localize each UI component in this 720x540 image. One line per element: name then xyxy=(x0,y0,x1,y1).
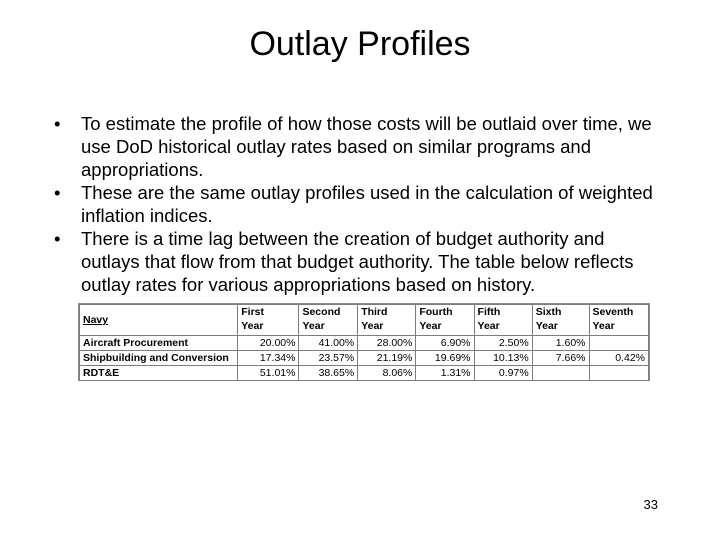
table-cell xyxy=(589,366,649,381)
table-header-row xyxy=(80,305,649,336)
table-cell: 0.97% xyxy=(474,366,532,381)
table-cell: 1.60% xyxy=(532,336,589,351)
slide-title: Outlay Profiles xyxy=(249,25,471,63)
table-cell: 38.65% xyxy=(299,366,358,381)
table-cell: 20.00% xyxy=(238,336,299,351)
table-cell xyxy=(532,366,589,381)
table-cell: 10.13% xyxy=(474,351,532,366)
bullet-item xyxy=(54,181,664,227)
row-label: Shipbuilding and Conversion xyxy=(80,351,238,366)
column-header: Fourth Year xyxy=(416,305,474,336)
table-corner-label: Navy xyxy=(80,305,238,336)
table-cell: 28.00% xyxy=(358,336,416,351)
row-label: RDT&E xyxy=(80,366,238,381)
table-cell: 19.69% xyxy=(416,351,474,366)
table-cell: 2.50% xyxy=(474,336,532,351)
page-number: 33 xyxy=(643,497,658,512)
table-row xyxy=(80,351,649,366)
column-header: Second Year xyxy=(299,305,358,336)
table-cell xyxy=(589,336,649,351)
bullet-icon: • xyxy=(54,113,61,134)
bullet-text: These are the same outlay profiles used in the calculation of weighted inflation indices. xyxy=(81,182,653,226)
bullet-text: There is a time lag between the creation of budget authority and outlays that flow from that budget authority. The table below reflects outlay rates for various appropriations based on history. xyxy=(81,228,634,295)
outlay-rates-table xyxy=(79,304,649,381)
column-header: First Year xyxy=(238,305,299,336)
bullet-text: To estimate the profile of how those costs will be outlaid over time, we use DoD historical outlay rates based on similar programs and appropriations. xyxy=(81,113,652,180)
table-cell: 8.06% xyxy=(358,366,416,381)
table-cell: 41.00% xyxy=(299,336,358,351)
table-cell: 6.90% xyxy=(416,336,474,351)
table-row xyxy=(80,336,649,351)
table-cell: 1.31% xyxy=(416,366,474,381)
table-cell: 23.57% xyxy=(299,351,358,366)
column-header: Seventh Year xyxy=(589,305,649,336)
bullet-list xyxy=(54,112,664,296)
outlay-table-container xyxy=(78,303,650,381)
bullet-item xyxy=(54,112,664,181)
table-cell: 0.42% xyxy=(589,351,649,366)
table-cell: 21.19% xyxy=(358,351,416,366)
table-row xyxy=(80,366,649,381)
bullet-icon: • xyxy=(54,182,61,203)
row-label: Aircraft Procurement xyxy=(80,336,238,351)
table-cell: 7.66% xyxy=(532,351,589,366)
bullet-icon: • xyxy=(54,228,61,249)
column-header: Fifth Year xyxy=(474,305,532,336)
bullet-item xyxy=(54,227,664,296)
table-cell: 17.34% xyxy=(238,351,299,366)
table-cell: 51.01% xyxy=(238,366,299,381)
column-header: Third Year xyxy=(358,305,416,336)
column-header: Sixth Year xyxy=(532,305,589,336)
